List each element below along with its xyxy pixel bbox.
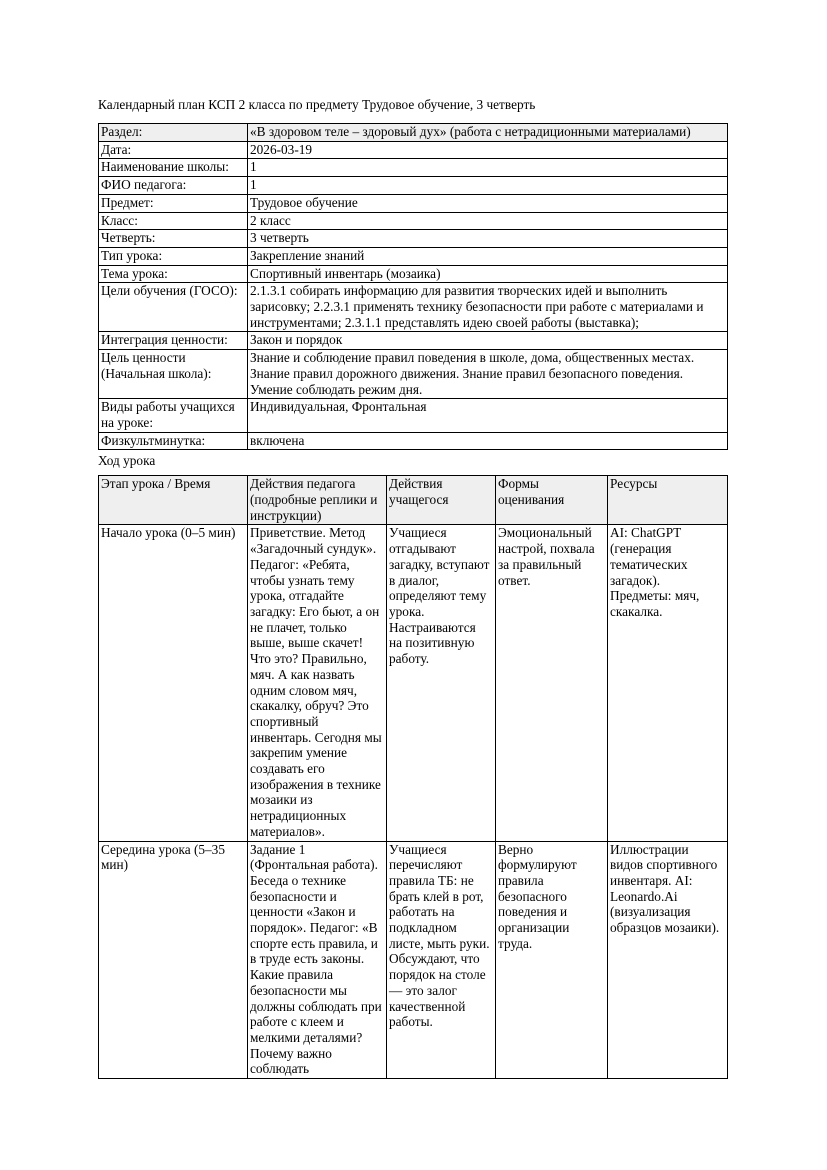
teacher-actions-cell: Задание 1 (Фронтальная работа). Беседа о технике безопасности и ценности «Закон и порядок». Педагог: «В спорте есть правила, и в труде есть законы. Какие правила безопасности мы должны соблюдать при работе с клеем и мелкими деталями? Почему важно соблюдать (248, 841, 387, 1079)
info-label: Цели обучения (ГОСО): (99, 283, 248, 332)
table-row (99, 141, 728, 159)
table-row (99, 350, 728, 399)
column-header-assessment: Формы оценивания (496, 476, 608, 525)
table-row (99, 194, 728, 212)
table-row (99, 230, 728, 248)
info-label: Класс: (99, 212, 248, 230)
table-row (99, 399, 728, 432)
table-row (99, 265, 728, 283)
info-value: Закон и порядок (248, 332, 728, 350)
info-label: Интеграция ценности: (99, 332, 248, 350)
table-row (99, 432, 728, 450)
table-row (99, 525, 728, 841)
info-value: 2026-03-19 (248, 141, 728, 159)
teacher-actions-cell: Приветствие. Метод «Загадочный сундук». Педагог: «Ребята, чтобы узнать тему урока, отгадайте загадку: Его бьют, а он не плачет, только выше, выше скачет! Что это? Правильно, мяч. А как назвать одним словом мяч, скакалку, обруч? Это спортивный инвентарь. Сегодня мы закрепим умение создавать его изображения в технике мозаики из нетрадиционных материалов». (248, 525, 387, 841)
page-title: Календарный план КСП 2 класса по предмету Трудовое обучение, 3 четверть (98, 97, 536, 112)
assessment-cell: Эмоциональный настрой, похвала за правильный ответ. (496, 525, 608, 841)
info-value: Спортивный инвентарь (мозаика) (248, 265, 728, 283)
resources-cell: Иллюстрации видов спортивного инвентаря. AI: Leonardo.Ai (визуализация образцов мозаики). (608, 841, 728, 1079)
column-header-stage: Этап урока / Время (99, 476, 248, 525)
lesson-flow-table (98, 475, 728, 1079)
table-row (99, 841, 728, 1079)
info-value: Индивидуальная, Фронтальная (248, 399, 728, 432)
info-value: Закрепление знаний (248, 247, 728, 265)
table-row (99, 177, 728, 195)
info-label: Раздел: (99, 124, 248, 142)
table-row (99, 124, 728, 142)
column-header-student: Действия учащегося (387, 476, 496, 525)
info-label: Четверть: (99, 230, 248, 248)
info-value: 2.1.3.1 собирать информацию для развития творческих идей и выполнить зарисовку; 2.2.3.1 применять технику безопасности при работе с материалами и инструментами; 2.3.1.1 представлять идею своей работы (выставка); (248, 283, 728, 332)
table-row (99, 283, 728, 332)
column-header-teacher: Действия педагога (подробные реплики и инструкции) (248, 476, 387, 525)
info-label: Тема урока: (99, 265, 248, 283)
table-row (99, 247, 728, 265)
table-row (99, 212, 728, 230)
info-value: Трудовое обучение (248, 194, 728, 212)
info-value: включена (248, 432, 728, 450)
resources-cell: AI: ChatGPT (генерация тематических загадок). Предметы: мяч, скакалка. (608, 525, 728, 841)
lesson-info-table (98, 123, 728, 450)
assessment-cell: Верно формулируют правила безопасного поведения и организации труда. (496, 841, 608, 1079)
info-value: «В здоровом теле – здоровый дух» (работа с нетрадиционными материалами) (248, 124, 728, 142)
info-label: Предмет: (99, 194, 248, 212)
stage-cell: Середина урока (5–35 мин) (99, 841, 248, 1079)
info-label: Дата: (99, 141, 248, 159)
table-header-row (99, 476, 728, 525)
info-label: Наименование школы: (99, 159, 248, 177)
info-label: Цель ценности (Начальная школа): (99, 350, 248, 399)
table-row (99, 332, 728, 350)
student-actions-cell: Учащиеся перечисляют правила ТБ: не брать клей в рот, работать на подкладном листе, мыть руки. Обсуждают, что порядок на столе — это залог качественной работы. (387, 841, 496, 1079)
info-value: 2 класс (248, 212, 728, 230)
info-label: Виды работы учащихся на уроке: (99, 399, 248, 432)
column-header-resources: Ресурсы (608, 476, 728, 525)
info-label: Физкультминутка: (99, 432, 248, 450)
info-value: 1 (248, 159, 728, 177)
info-value: 3 четверть (248, 230, 728, 248)
info-value: 1 (248, 177, 728, 195)
stage-cell: Начало урока (0–5 мин) (99, 525, 248, 841)
info-value: Знание и соблюдение правил поведения в школе, дома, общественных местах. Знание правил дорожного движения. Знание правил безопасного поведения. Умение соблюдать режим дня. (248, 350, 728, 399)
student-actions-cell: Учащиеся отгадывают загадку, вступают в диалог, определяют тему урока. Настраиваются на позитивную работу. (387, 525, 496, 841)
page-content (98, 97, 727, 1079)
table-row (99, 159, 728, 177)
info-label: ФИО педагога: (99, 177, 248, 195)
section-heading: Ход урока (98, 453, 156, 469)
info-label: Тип урока: (99, 247, 248, 265)
